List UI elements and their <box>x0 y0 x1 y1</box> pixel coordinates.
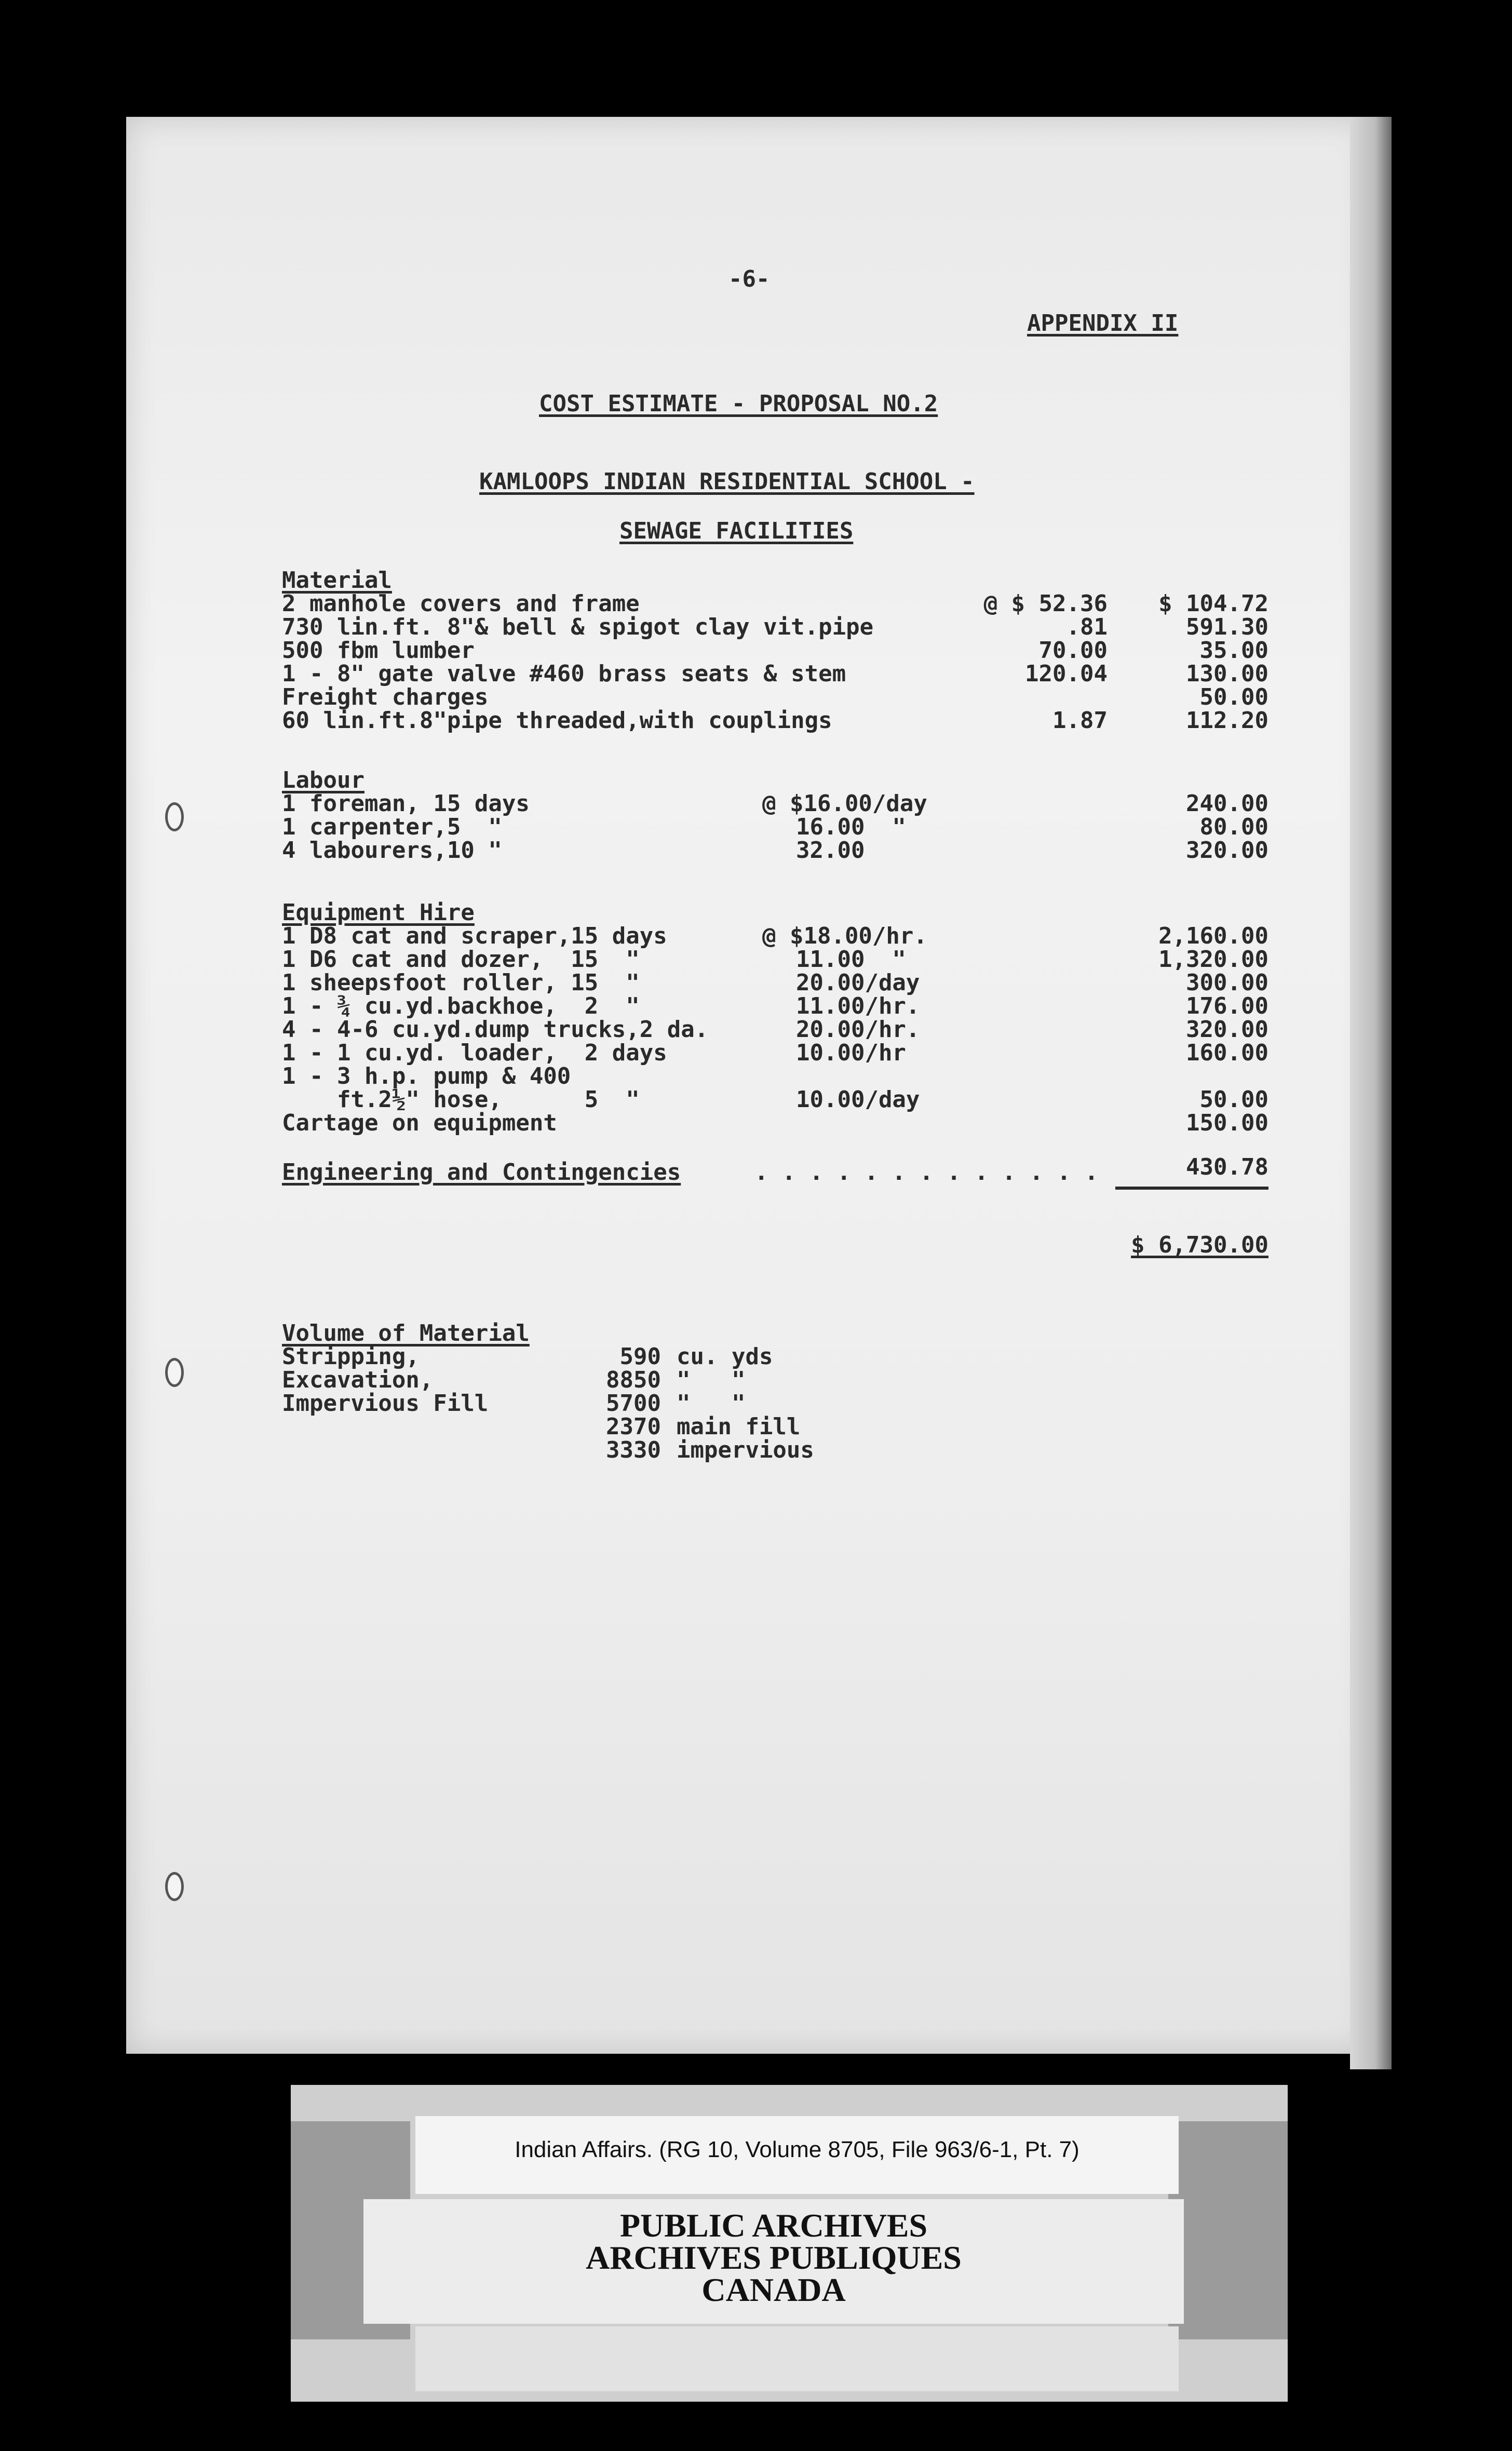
row-amount: 80.00 <box>1199 814 1268 840</box>
archive-name-fr: ARCHIVES PUBLIQUES <box>586 2239 962 2276</box>
row-amount: 320.00 <box>1186 837 1268 864</box>
volume-unit: " " <box>677 1367 746 1393</box>
row-description: 1 D8 cat and scraper,15 days <box>282 923 667 949</box>
row-rate: 11.00/hr. <box>796 993 920 1019</box>
row-description: 730 lin.ft. 8"& bell & spigot clay vit.pipe <box>282 614 874 640</box>
labour-heading: Labour <box>282 767 365 793</box>
row-rate: 10.00/day <box>796 1086 920 1113</box>
row-rate: 1.87 <box>1052 707 1108 734</box>
equipment-heading: Equipment Hire <box>282 899 475 926</box>
volume-unit: cu. yds <box>677 1343 773 1370</box>
row-rate: 120.04 <box>1025 661 1108 687</box>
row-rate: @ $ 52.36 <box>983 590 1108 617</box>
row-description: 4 labourers,10 " <box>282 837 502 864</box>
row-amount: 2,160.00 <box>1158 923 1268 949</box>
row-rate: 32.00 <box>796 837 865 864</box>
document-body <box>126 117 1369 2054</box>
volume-unit: " " <box>677 1390 746 1417</box>
row-rate: @ $18.00/hr. <box>762 923 927 949</box>
material-heading: Material <box>282 567 392 594</box>
row-amount: 130.00 <box>1186 661 1268 687</box>
binder-hole <box>165 1358 184 1387</box>
row-amount: 300.00 <box>1186 969 1268 996</box>
row-description: 1 carpenter,5 " <box>282 814 502 840</box>
row-description: Freight charges <box>282 684 489 710</box>
row-amount: 160.00 <box>1186 1040 1268 1066</box>
row-description: Cartage on equipment <box>282 1110 557 1136</box>
volume-label: Excavation, <box>282 1367 434 1393</box>
row-description: 1 - ¾ cu.yd.backhoe, 2 " <box>282 993 640 1019</box>
row-description: 1 D6 cat and dozer, 15 " <box>282 946 640 973</box>
document-subtitle-school: KAMLOOPS INDIAN RESIDENTIAL SCHOOL - <box>479 468 975 495</box>
engineering-label: Engineering and Contingencies <box>282 1159 681 1186</box>
binder-hole <box>165 1872 184 1901</box>
row-description: 1 - 3 h.p. pump & 400 <box>282 1063 571 1089</box>
row-amount: 50.00 <box>1199 1086 1268 1113</box>
volume-value: 2370 <box>606 1413 661 1440</box>
row-rate: 10.00/hr <box>796 1040 906 1066</box>
volume-heading: Volume of Material <box>282 1320 530 1346</box>
row-description: 1 - 8" gate valve #460 brass seats & stem <box>282 661 846 687</box>
row-description: ft.2½" hose, 5 " <box>282 1086 640 1113</box>
archive-country: CANADA <box>701 2271 846 2308</box>
volume-unit: main fill <box>677 1413 801 1440</box>
volume-label: Impervious Fill <box>282 1390 489 1417</box>
row-description: 60 lin.ft.8"pipe threaded,with couplings <box>282 707 832 734</box>
row-rate: 11.00 " <box>796 946 906 973</box>
page-number: -6- <box>728 266 770 292</box>
binder-hole <box>165 802 184 831</box>
row-rate: 16.00 " <box>796 814 906 840</box>
row-amount: 320.00 <box>1186 1016 1268 1043</box>
row-rate: 20.00/day <box>796 969 920 996</box>
archive-citation: Indian Affairs. (RG 10, Volume 8705, File 963/6-1, Pt. 7) <box>515 2137 1079 2162</box>
appendix-label: APPENDIX II <box>1027 310 1179 336</box>
row-description: 500 fbm lumber <box>282 637 475 664</box>
archive-bottom-band <box>415 2326 1179 2391</box>
row-amount: $ 104.72 <box>1158 590 1268 617</box>
sum-rule <box>1115 1187 1268 1190</box>
row-description: 4 - 4-6 cu.yd.dump trucks,2 da. <box>282 1016 709 1043</box>
row-amount: 1,320.00 <box>1158 946 1268 973</box>
row-amount: 591.30 <box>1186 614 1268 640</box>
row-rate: @ $16.00/day <box>762 790 927 817</box>
document-title: COST ESTIMATE - PROPOSAL NO.2 <box>539 390 938 417</box>
row-description: 1 - 1 cu.yd. loader, 2 days <box>282 1040 667 1066</box>
row-description: 1 foreman, 15 days <box>282 790 530 817</box>
row-rate: .81 <box>1066 614 1108 640</box>
volume-label: Stripping, <box>282 1343 420 1370</box>
volume-value: 8850 <box>606 1367 661 1393</box>
total-amount: $ 6,730.00 <box>1131 1232 1268 1258</box>
document-subtitle-facility: SEWAGE FACILITIES <box>619 518 854 544</box>
volume-value: 590 <box>619 1343 661 1370</box>
row-rate: 70.00 <box>1038 637 1108 664</box>
page-edge <box>1350 117 1392 2069</box>
engineering-amount: 430.78 <box>1186 1154 1268 1180</box>
volume-value: 5700 <box>606 1390 661 1417</box>
archive-name-en: PUBLIC ARCHIVES <box>619 2207 928 2244</box>
card-side-right <box>1168 2121 1288 2339</box>
volume-value: 3330 <box>606 1437 661 1463</box>
row-amount: 112.20 <box>1186 707 1268 734</box>
row-description: 2 manhole covers and frame <box>282 590 640 617</box>
row-amount: 50.00 <box>1199 684 1268 710</box>
document-page <box>126 117 1369 2054</box>
row-amount: 150.00 <box>1186 1110 1268 1136</box>
row-amount: 35.00 <box>1199 637 1268 664</box>
volume-unit: impervious <box>677 1437 814 1463</box>
row-amount: 176.00 <box>1186 993 1268 1019</box>
row-description: 1 sheepsfoot roller, 15 " <box>282 969 640 996</box>
engineering-dots: . . . . . . . . . . . . . <box>754 1159 1099 1186</box>
row-rate: 20.00/hr. <box>796 1016 920 1043</box>
row-amount: 240.00 <box>1186 790 1268 817</box>
